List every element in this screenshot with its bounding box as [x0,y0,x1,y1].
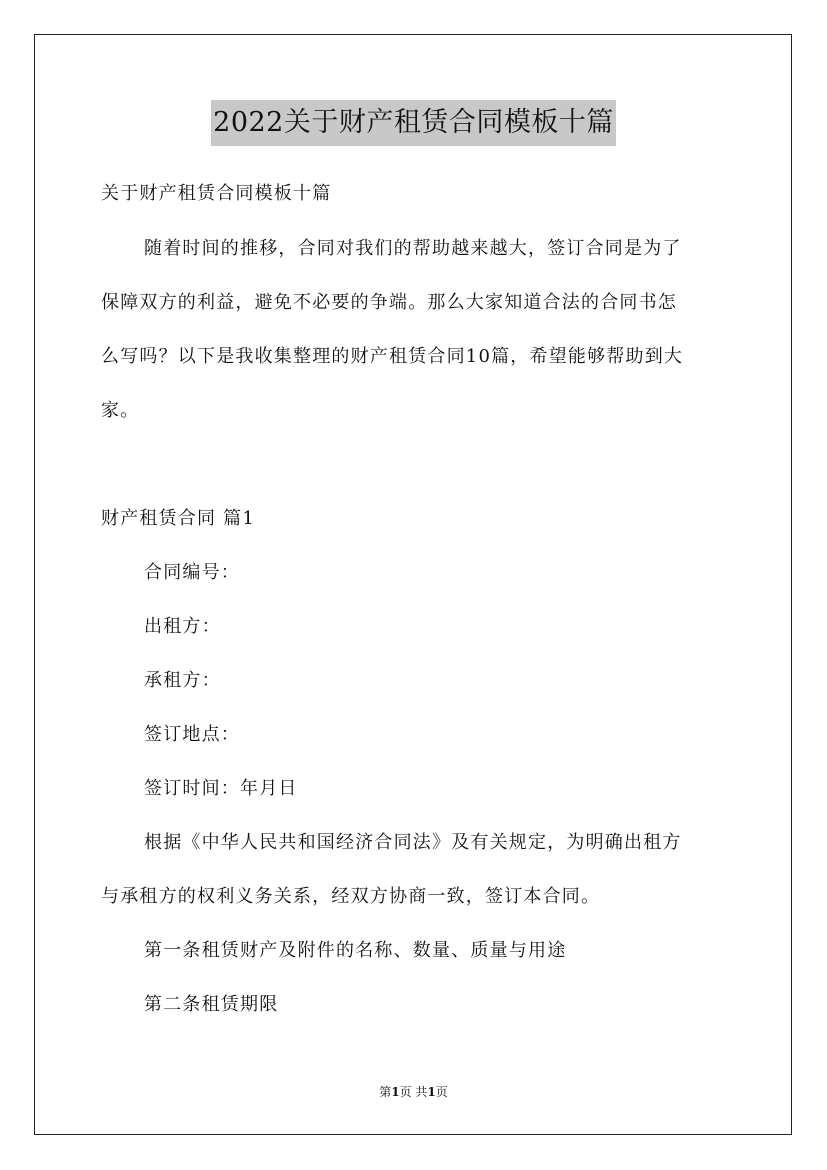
section-heading: 财产租赁合同 篇1 [101,508,255,529]
intro-line: 家。 [101,400,140,421]
body-line: 与承租方的权利义务关系，经双方协商一致，签订本合同。 [101,886,601,907]
article-line: 第二条租赁期限 [144,994,279,1015]
intro-line: 么写吗？以下是我收集整理的财产租赁合同10篇，希望能够帮助到大 [101,346,684,367]
page-footer [0,1083,827,1101]
lessee-field: 承租方： [144,670,221,691]
footer-mid: 页 共 [399,1085,428,1099]
body-line: 根据《中华人民共和国经济合同法》及有关规定，为明确出租方 [144,832,682,853]
article-line: 第一条租赁财产及附件的名称、数量、质量与用途 [144,940,567,961]
document-title: 2022关于财产租赁合同模板十篇 [211,100,616,146]
subtitle: 关于财产租赁合同模板十篇 [101,183,332,204]
intro-line: 随着时间的推移，合同对我们的帮助越来越大，签订合同是为了 [144,238,682,259]
intro-line: 保障双方的利益，避免不必要的争端。那么大家知道合法的合同书怎 [101,292,677,313]
footer-page-current: 1 [391,1085,400,1099]
sign-time-field: 签订时间：年月日 [144,778,298,799]
title-wrap [0,100,827,146]
footer-page-total: 1 [427,1085,436,1099]
contract-no-field: 合同编号： [144,562,240,583]
footer-suffix: 页 [435,1085,448,1099]
lessor-field: 出租方： [144,616,221,637]
footer-prefix: 第 [379,1085,392,1099]
sign-place-field: 签订地点： [144,724,240,745]
